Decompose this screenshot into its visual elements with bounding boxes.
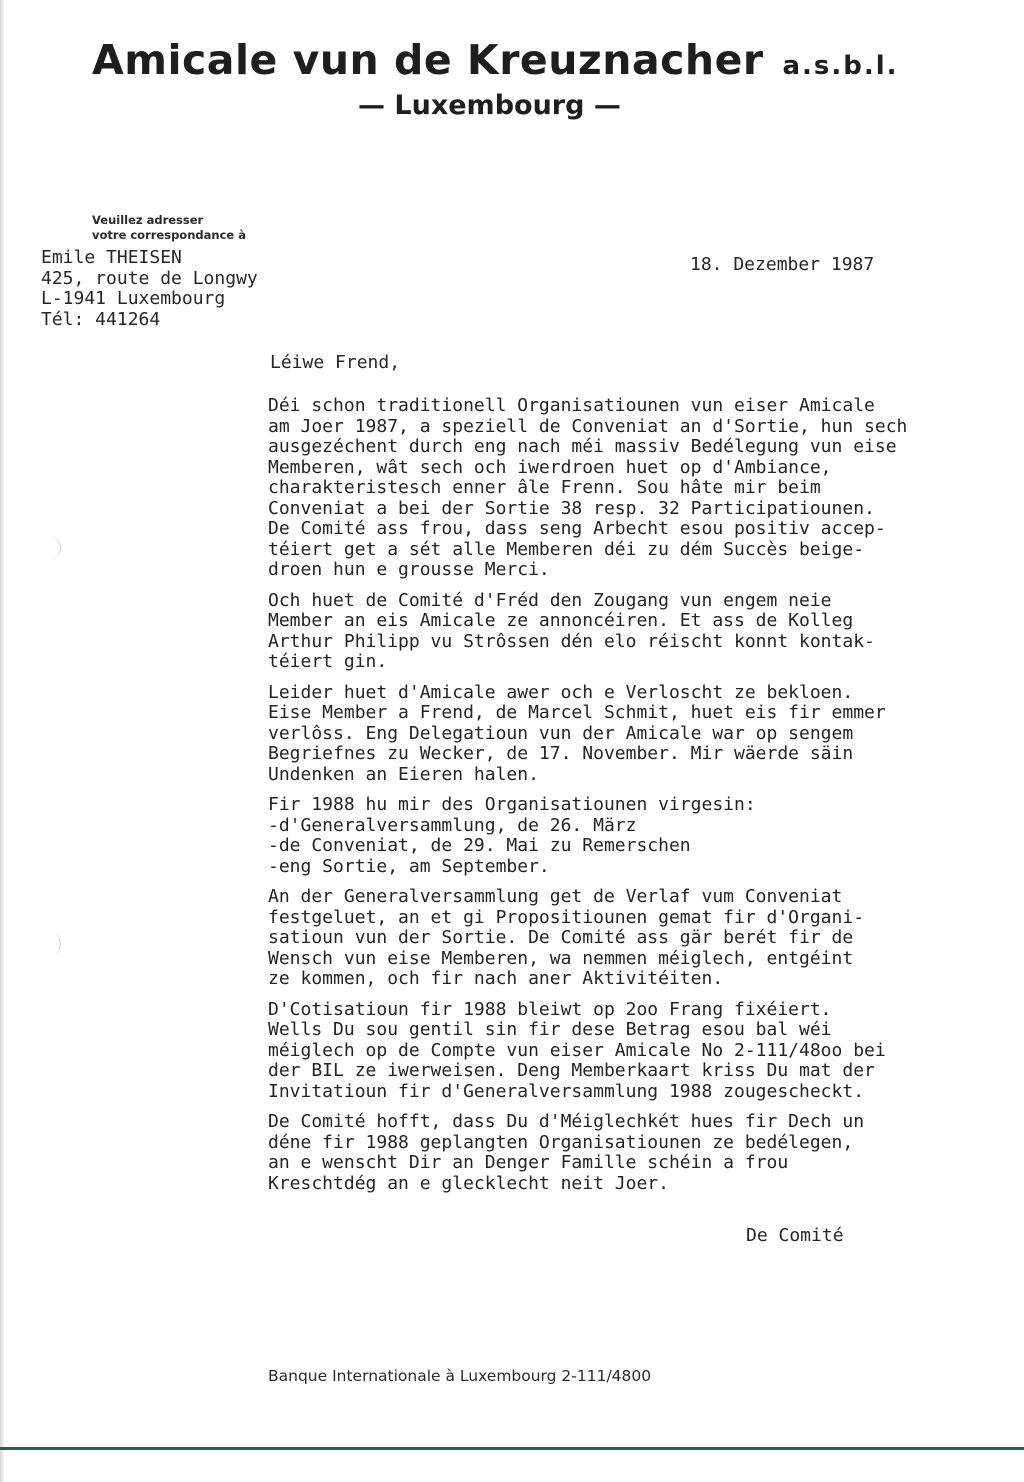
paragraph-line: Undenken an Eieren halen. — [268, 763, 539, 785]
paragraph-line: ausgezéchent durch eng nach méi massiv Bedélegung vun eise — [268, 436, 897, 457]
address-note — [92, 213, 246, 243]
body-paragraph — [268, 1000, 1018, 1103]
paragraph-line: Leider huet d'Amicale awer och e Verloscht ze bekloen. — [268, 681, 854, 703]
paragraph-line: téiert gin. — [268, 651, 388, 672]
sender-address — [41, 248, 258, 330]
paragraph-line: Eise Member a Frend, de Marcel Schmit, huet eis fir emmer — [268, 702, 886, 723]
address-note-line: Veuillez adresser — [92, 213, 204, 227]
paragraph-line: am Joer 1987, a speziell de Conveniat an d'Sortie, hun sech — [268, 415, 908, 437]
paragraph-line: charakteristesch enner âle Frenn. Sou hâte mir beim — [268, 477, 821, 498]
paragraph-line: Wensch vun eise Memberen, wa nemmen méiglech, entgéint — [268, 947, 854, 969]
paragraph-line: De Comité hofft, dass Du d'Méiglechkét hues fir Dech un — [268, 1111, 865, 1132]
punch-hole-mark — [48, 536, 61, 560]
paragraph-line: Invitatioun fir d'Generalversammlung 1988 zougescheckt. — [268, 1080, 865, 1102]
body-paragraph — [268, 1112, 1018, 1194]
paragraph-line: Member an eis Amicale ze annoncéiren. Et ass de Kolleg — [268, 610, 854, 631]
page-edge — [0, 0, 4, 1482]
sender-street: 425, route de Longwy — [41, 267, 258, 289]
sender-phone: Tél: 441264 — [41, 308, 161, 330]
paragraph-line: téiert get a sét alle Memberen déi zu dém Succès beige- — [268, 538, 865, 560]
legal-form: a.s.b.l. — [782, 51, 899, 81]
paragraph-line: Kreschtdég an e glecklecht neit Joer. — [268, 1172, 669, 1194]
paragraph-line: satioun vun der Sortie. De Comité ass gär berét fir de — [268, 927, 854, 948]
letterhead-title — [92, 36, 972, 84]
letterhead-city: — Luxembourg — — [358, 90, 621, 121]
paragraph-line: Wells Du sou gentil sin fir dese Betrag esou bal wéi — [268, 1019, 832, 1040]
paragraph-line: D'Cotisatioun fir 1988 bleiwt op 2oo Frang fixéiert. — [268, 998, 832, 1020]
paragraph-line: der BIL ze iwerweisen. Deng Memberkaart kriss Du mat der — [268, 1060, 875, 1081]
salutation: Léiwe Frend, — [270, 352, 401, 373]
paragraph-line: verlôss. Eng Delegatioun vun der Amicale war op sengem — [268, 722, 854, 744]
body-paragraph — [268, 591, 1018, 673]
paragraph-line: ze kommen, och fir nach aner Aktivitéiten. — [268, 968, 724, 989]
paragraph-line: Fir 1988 hu mir des Organisatiounen virgesin: — [268, 794, 756, 815]
paragraph-line: -de Conveniat, de 29. Mai zu Remerschen — [268, 835, 691, 856]
footer-rule — [0, 1447, 1024, 1450]
paragraph-line: -d'Generalversammlung, de 26. März — [268, 814, 637, 836]
organization-name: Amicale vun de Kreuznacher — [92, 36, 764, 84]
body-paragraph — [268, 683, 1018, 786]
letter-date: 18. Dezember 1987 — [690, 254, 875, 275]
paragraph-line: méiglech op de Compte vun eiser Amicale No 2-111/48oo bei — [268, 1039, 886, 1061]
paragraph-line: -eng Sortie, am September. — [268, 855, 550, 877]
paragraph-line: Begriefnes zu Wecker, de 17. November. Mir wäerde säin — [268, 743, 854, 764]
paragraph-line: festgeluet, an et gi Propositiounen gemat fir d'Organi- — [268, 906, 865, 928]
paragraph-line: Déi schon traditionell Organisatiounen vun eiser Amicale — [268, 395, 875, 416]
paragraph-line: Memberen, wât sech och iwerdroen huet op d'Ambiance, — [268, 456, 832, 478]
paragraph-line: Conveniat a bei der Sortie 38 resp. 32 Participatiounen. — [268, 497, 875, 519]
paragraph-line: An der Generalversammlung get de Verlaf vum Conveniat — [268, 886, 843, 907]
paragraph-line: déne fir 1988 geplangten Organisatiounen ze bedélegen, — [268, 1131, 854, 1153]
address-note-line: votre correspondance à — [92, 228, 246, 242]
body-paragraph — [268, 795, 1018, 877]
paragraph-line: an e wenscht Dir an Denger Famille schéin a frou — [268, 1152, 789, 1173]
body-paragraph — [268, 887, 1018, 990]
paragraph-line: Och huet de Comité d'Fréd den Zougang vun engem neie — [268, 589, 832, 611]
sender-city: L-1941 Luxembourg — [41, 288, 226, 309]
footer-bank-details: Banque Internationale à Luxembourg 2-111/4800 — [268, 1367, 652, 1385]
paragraph-line: Arthur Philipp vu Strôssen dén elo réischt konnt kontak- — [268, 630, 875, 652]
paragraph-line: De Comité ass frou, dass seng Arbecht esou positiv accep- — [268, 518, 886, 539]
sender-name: Emile THEISEN — [41, 247, 182, 268]
punch-hole-mark — [48, 932, 61, 956]
signature: De Comité — [746, 1225, 844, 1246]
letter-body — [268, 396, 1018, 1204]
body-paragraph — [268, 396, 1018, 581]
paragraph-line: droen hun e grousse Merci. — [268, 559, 550, 580]
